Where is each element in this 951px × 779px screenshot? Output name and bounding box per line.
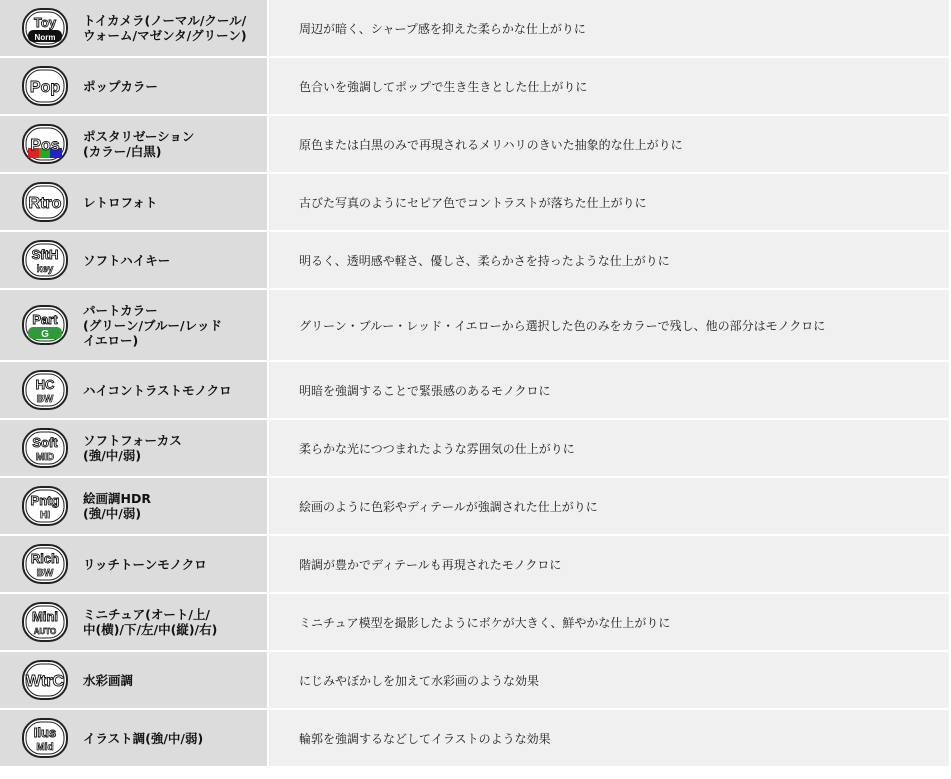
filter-name-cell [0,232,269,288]
rtro-icon [21,181,69,223]
filter-name-cell [0,362,269,418]
filter-name: 水彩画調 [83,672,134,688]
svg-text:Mid: Mid [36,742,54,753]
filter-name-cell [0,116,269,172]
table-row [0,536,949,594]
table-row [0,420,949,478]
filter-description: 古びた写真のようにセピア色でコントラストが落ちた仕上がりに [269,174,949,230]
filter-name-cell [0,536,269,592]
table-row [0,174,949,232]
svg-text:Ilus: Ilus [33,725,57,740]
table-row [0,58,949,116]
table-row [0,478,949,536]
svg-text:Pntg: Pntg [30,493,60,508]
table-row [0,652,949,710]
filter-name: レトロフォト [83,194,158,210]
wtrc-icon [21,659,69,701]
mini-auto-icon [21,601,69,643]
filter-name-cell [0,0,269,56]
filter-description: グリーン・ブルー・レッド・イエローから選択した色のみをカラーで残し、他の部分はモノクロに [269,290,949,360]
filter-name: ポップカラー [83,78,158,94]
filter-name: ポスタリゼーション (カラー/白黒) [83,129,195,159]
filter-description: 原色または白黒のみで再現されるメリハリのきいた抽象的な仕上がりに [269,116,949,172]
table-row [0,290,949,362]
svg-text:key: key [36,264,54,275]
pntg-hi-icon [21,485,69,527]
svg-text:G: G [41,329,49,340]
filter-description: 階調が豊かでディテールも再現されたモノクロに [269,536,949,592]
filter-name: ミニチュア(オート/上/ 中(横)/下/左/中(縦)/右) [83,607,218,637]
filter-description: 明暗を強調することで緊張感のあるモノクロに [269,362,949,418]
svg-text:Rtro: Rtro [28,195,62,212]
filter-description: 輪郭を強調するなどしてイラストのような効果 [269,710,949,766]
filter-name-cell [0,652,269,708]
svg-text:Part: Part [32,312,58,327]
filter-name-cell [0,710,269,766]
soft-mid-icon [21,427,69,469]
rich-bw-icon [21,543,69,585]
svg-text:Rich: Rich [30,551,60,566]
svg-text:HI: HI [40,510,50,521]
table-row [0,362,949,420]
svg-text:Pos: Pos [30,137,60,154]
svg-text:Norm: Norm [34,33,56,42]
filter-description: 周辺が暗く、シャープ感を抑えた柔らかな仕上がりに [269,0,949,56]
svg-text:Toy: Toy [33,15,57,30]
filter-name-cell [0,478,269,534]
filter-name: ソフトフォーカス (強/中/弱) [83,433,182,463]
svg-text:BW: BW [36,568,54,579]
svg-text:Mini: Mini [32,609,58,624]
filter-description: 柔らかな光につつまれたような雰囲気の仕上がりに [269,420,949,476]
filter-name-cell [0,420,269,476]
filter-name: 絵画調HDR (強/中/弱) [83,491,151,521]
filter-description: 明るく、透明感や軽さ、優しさ、柔らかさを持ったような仕上がりに [269,232,949,288]
pop-icon [21,65,69,107]
sfth-key-icon [21,239,69,281]
filter-name-cell [0,174,269,230]
svg-text:BW: BW [36,394,54,405]
table-row [0,232,949,290]
toy-norm-icon [21,7,69,49]
filter-name: ソフトハイキー [83,252,171,268]
filter-name-cell [0,58,269,114]
table-row [0,0,949,58]
filter-name: リッチトーンモノクロ [83,556,207,572]
filter-description: 色合いを強調してポップで生き生きとした仕上がりに [269,58,949,114]
table-row [0,710,949,768]
filter-name: パートカラー (グリーン/ブルー/レッド イエロー) [83,302,222,348]
filter-description: ミニチュア模型を撮影したようにボケが大きく、鮮やかな仕上がりに [269,594,949,650]
svg-text:SftH: SftH [31,247,59,262]
filter-name: トイカメラ(ノーマル/クール/ ウォーム/マゼンタ/グリーン) [83,13,247,43]
hc-bw-icon [21,369,69,411]
filter-name: ハイコントラストモノクロ [83,382,232,398]
svg-text:Soft: Soft [32,435,58,450]
filter-name-cell [0,594,269,650]
filter-description: 絵画のように色彩やディテールが強調された仕上がりに [269,478,949,534]
svg-text:AUTO: AUTO [33,627,57,636]
svg-text:Pop: Pop [29,79,61,96]
svg-text:HC: HC [35,377,55,392]
part-g-icon [21,304,69,346]
filter-name: イラスト調(強/中/弱) [83,730,204,746]
ilus-mid-icon [21,717,69,759]
pos-icon [21,123,69,165]
table-row [0,116,949,174]
svg-text:WtrC: WtrC [25,673,65,690]
filter-name-cell [0,290,269,360]
table-row [0,594,949,652]
svg-text:MID: MID [35,452,55,463]
filter-description: にじみやぼかしを加えて水彩画のような効果 [269,652,949,708]
